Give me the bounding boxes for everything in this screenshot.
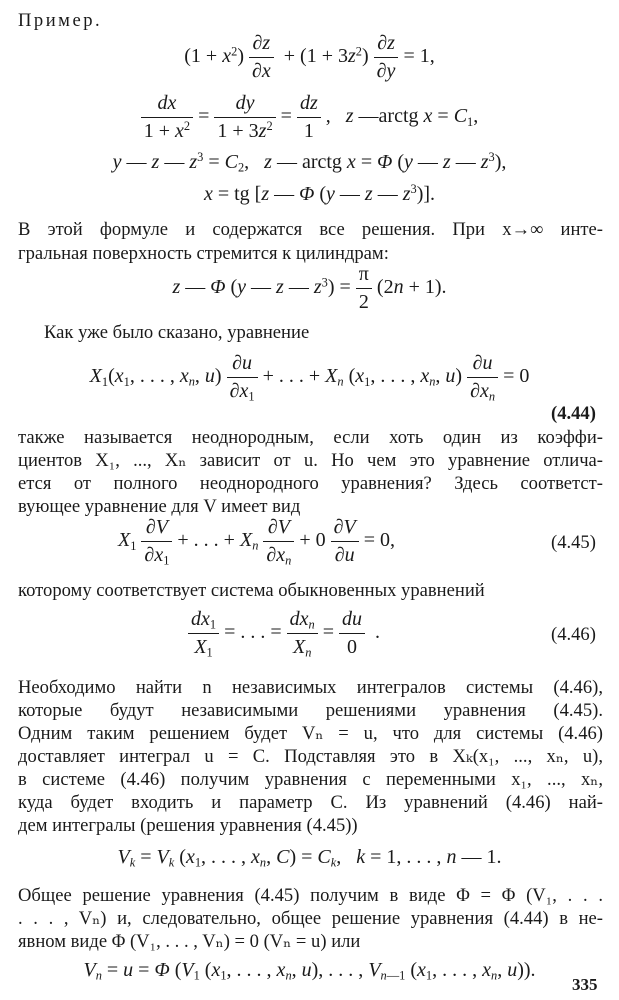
paragraph-3-line-2: циентов X₁, ..., Xₙ зависит от u. Но чем это уравнение отлича- bbox=[18, 450, 603, 471]
paragraph-1-line-2: гральная поверхность стремится к цилиндрам: bbox=[18, 243, 389, 264]
paragraph-5-line-3: Одним таким решением будет Vₙ = u, что для системы (4.46) bbox=[18, 723, 603, 744]
paragraph-5-line-1: Необходимо найти n независимых интегралов системы (4.46), bbox=[18, 677, 603, 698]
equation-4-46: $\frac{dx_1}{X_1}$ = . . . = $\frac{dx_n}{X_n}$ = $\frac{du}{0}$ . bbox=[188, 608, 380, 659]
equation-4: x = tg [z — Φ (y — z — $z^3$)]. bbox=[203, 182, 436, 205]
paragraph-5-line-4: доставляет интеграл u = C. Подставляя это в Xₖ(x₁, ..., xₙ, u), bbox=[18, 746, 603, 767]
equation-2: $\frac{dx}{1 + x^2}$ = $\frac{dy}{1 + 3z^2}$ = $\frac{dz}{1}$ , z —arctg $x = C_1$, bbox=[0, 92, 619, 143]
paragraph-3-line-3: ется от полного неоднородного уравнения? Здесь соответст- bbox=[18, 473, 603, 494]
equation-1: $(1 + x^2)$ $\frac{\partial z}{\partial x}$ + $(1 + 3z^2)$ $\frac{\partial z}{\partial y}$ = 1, bbox=[184, 32, 435, 82]
paragraph-1-line-1: В этой формуле и содержатся все решения. При x→∞ инте- bbox=[18, 219, 603, 240]
paragraph-5-line-7: дем интегралы (решения уравнения (4.45)) bbox=[18, 815, 358, 836]
paragraph-5-line-5: в системе (4.46) получим уравнения с переменными x₁, ..., xₙ, bbox=[18, 769, 603, 790]
paragraph-4-line-1: которому соответствует система обыкновенных уравнений bbox=[18, 580, 485, 601]
example-label: Пример. bbox=[18, 10, 103, 31]
equation-3: y — z — $z^3 = C_2$, z — arctg x = Φ (y — z — $z^3$), bbox=[112, 150, 507, 175]
paragraph-2-line-1: Как уже было сказано, уравнение bbox=[44, 322, 310, 343]
page-number: 335 bbox=[572, 975, 598, 994]
equation-4-44: $X_1(x_1$, . . . , $x_n$, u) $\frac{\partial u}{\partial x_1}$ + . . . + $X_n$ ($x_1$, . . . , $x_n$, u) $\frac{\partial u}{\partial x_n}$ = 0 bbox=[89, 352, 530, 404]
paragraph-6-line-1: Общее решение уравнения (4.45) получим в виде Φ = Φ (V₁, . . . bbox=[18, 885, 603, 906]
paragraph-6-line-3: явном виде Φ (V₁, . . . , Vₙ) = 0 (Vₙ = u) или bbox=[18, 931, 361, 952]
equation-number-4-44: (4.44) bbox=[551, 403, 596, 424]
equation-number-4-45: (4.45) bbox=[551, 532, 596, 553]
equation-number-4-46: (4.46) bbox=[551, 624, 596, 645]
paragraph-3-line-1: также называется неоднородным, если хоть один из коэффи- bbox=[18, 427, 603, 448]
equation-final: $V_n = u = \Phi$ ($V_1$ ($x_1$, . . . , $x_n$, u), . . . , $V_{n—1}$ ($x_1$, . . . , $x_n$, u)). bbox=[83, 959, 536, 983]
paragraph-5-line-6: куда будет входить и параметр C. Из уравнений (4.46) най- bbox=[18, 792, 603, 813]
paragraph-3-line-4: вующее уравнение для V имеет вид bbox=[18, 496, 301, 517]
equation-4-45: $X_1$ $\frac{\partial V}{\partial x_1}$ + . . . + $X_n$ $\frac{\partial V}{\partial x_n}$ + 0 $\frac{\partial V}{\partial u}$ = 0, bbox=[118, 516, 396, 568]
equation-vk: $V_k = V_k$ ($x_1$, . . . , $x_n$, $C) = C_k$, k = 1, . . . , n — 1. bbox=[117, 846, 502, 870]
paragraph-5-line-2: которые будут независимыми решениями уравнения (4.45). bbox=[18, 700, 603, 721]
paragraph-6-line-2: . . . , Vₙ) и, следовательно, общее решение уравнения (4.44) в не- bbox=[18, 908, 603, 929]
equation-5: z — Φ (y — z — $z^3$) = $\frac{\pi}{2}$ (2n + 1). bbox=[172, 263, 447, 313]
